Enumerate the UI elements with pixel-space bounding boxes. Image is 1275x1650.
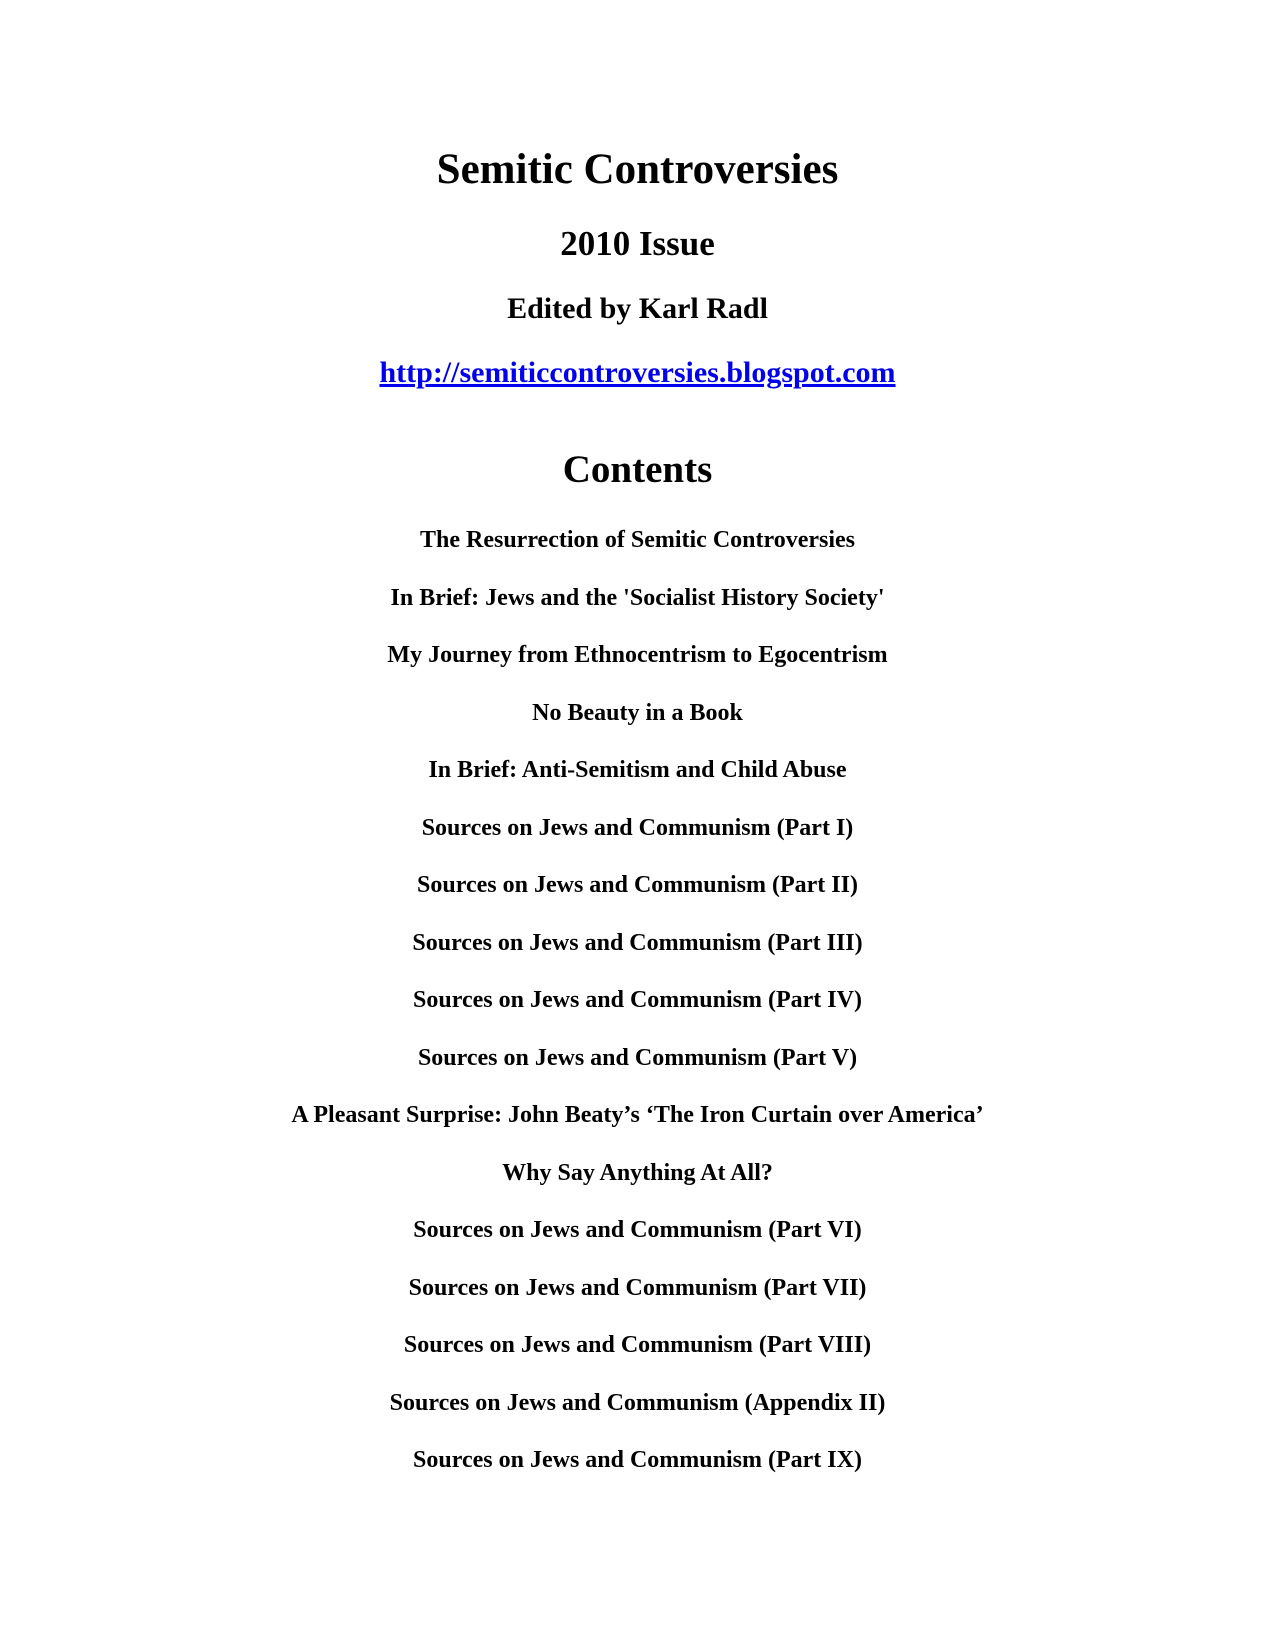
contents-item: My Journey from Ethnocentrism to Egocentrism xyxy=(387,642,888,668)
contents-list xyxy=(0,523,1275,1501)
contents-heading: Contents xyxy=(562,448,713,491)
issue-label: 2010 Issue xyxy=(560,224,715,263)
contents-item: Sources on Jews and Communism (Part II) xyxy=(417,872,858,898)
contents-item: Sources on Jews and Communism (Part IX) xyxy=(413,1447,862,1473)
contents-item: Sources on Jews and Communism (Part I) xyxy=(421,814,854,841)
contents-item: In Brief: Anti-Semitism and Child Abuse xyxy=(428,757,847,783)
contents-item: Sources on Jews and Communism (Part VI) xyxy=(413,1217,862,1243)
contents-item: In Brief: Jews and the 'Socialist History Society' xyxy=(390,584,885,611)
contents-item: A Pleasant Surprise: John Beaty’s ‘The Iron Curtain over America’ xyxy=(291,1102,984,1128)
editor-credit: Edited by Karl Radl xyxy=(507,292,768,325)
contents-item: Sources on Jews and Communism (Part V) xyxy=(417,1044,858,1071)
contents-item: Why Say Anything At All? xyxy=(502,1159,773,1186)
contents-item: No Beauty in a Book xyxy=(532,699,743,726)
contents-item: Sources on Jews and Communism (Appendix II) xyxy=(389,1389,886,1416)
blog-link[interactable]: http://semiticcontroversies.blogspot.com xyxy=(379,356,896,389)
document-title: Semitic Controversies xyxy=(436,146,839,193)
contents-item: Sources on Jews and Communism (Part VIII) xyxy=(403,1332,872,1358)
contents-item: The Resurrection of Semitic Controversies xyxy=(419,527,856,553)
url-line xyxy=(0,354,1275,392)
contents-item: Sources on Jews and Communism (Part III) xyxy=(412,929,863,956)
contents-item: Sources on Jews and Communism (Part IV) xyxy=(413,987,862,1013)
contents-item: Sources on Jews and Communism (Part VII) xyxy=(408,1274,867,1301)
